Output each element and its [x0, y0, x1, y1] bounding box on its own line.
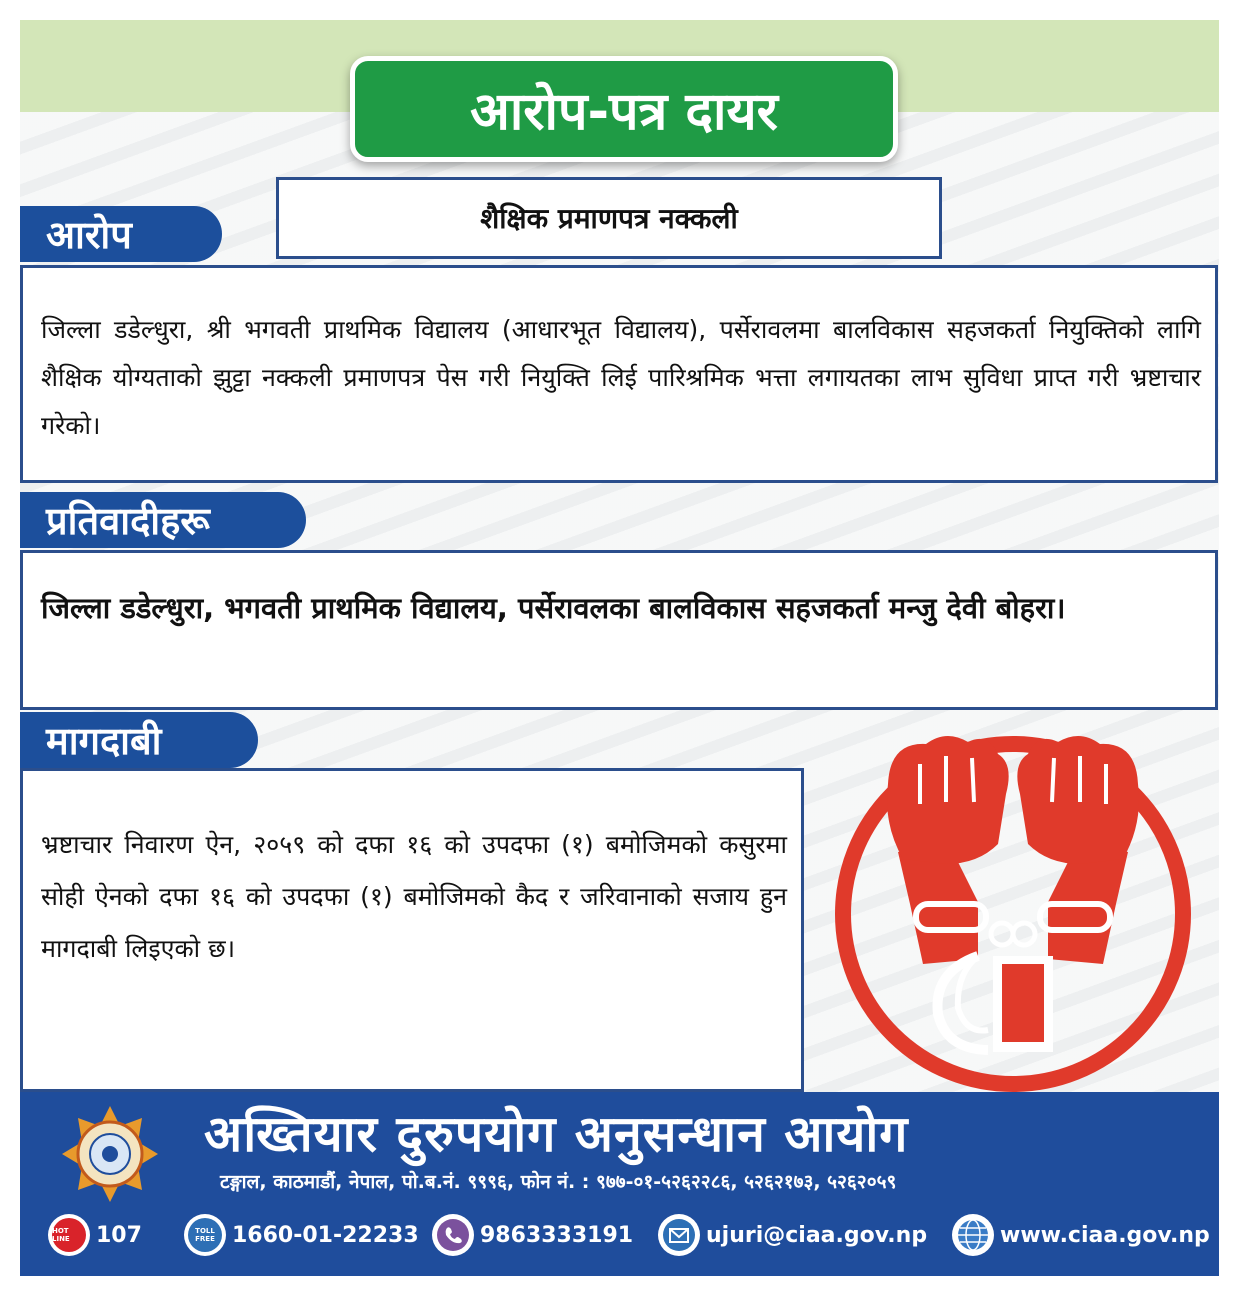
org-address: टङ्गाल, काठमाडौं, नेपाल, पो.ब.नं. ९९९६, फोन नं. : ९७७-०१-५२६२२८६, ५२६२१७३, ५२६२०५९ — [220, 1171, 897, 1193]
contact-toll-free[interactable] — [184, 1214, 419, 1256]
website-url: www.ciaa.gov.np — [1000, 1222, 1210, 1248]
defendants-text: जिल्ला डडेल्धुरा, भगवती प्राथमिक विद्यालय, पर्सेरावलका बालविकास सहजकर्ता मन्जु देवी बोहरा। — [41, 591, 1066, 625]
email-icon — [658, 1214, 700, 1256]
poster — [20, 20, 1219, 1276]
handcuffed-fists-icon — [828, 724, 1198, 1094]
subject-text: शैक्षिक प्रमाणपत्र नक्कली — [480, 202, 738, 235]
toll-free-icon — [184, 1214, 226, 1256]
footer — [20, 1092, 1219, 1276]
hotline-number: 107 — [96, 1222, 142, 1248]
title-banner — [350, 56, 898, 162]
claim-panel — [20, 768, 804, 1092]
org-name: अख्तियार दुरुपयोग अनुसन्धान आयोग — [204, 1105, 909, 1163]
defendants-label: प्रतिवादीहरू — [46, 499, 210, 543]
viber-icon — [432, 1214, 474, 1256]
claim-label: मागदाबी — [46, 719, 162, 763]
contact-website[interactable] — [952, 1214, 1210, 1256]
allegation-text: जिल्ला डडेल्धुरा, श्री भगवती प्राथमिक विद्यालय (आधारभूत विद्यालय), पर्सेरावलमा बालविकास सहजकर्ता नियुक्तिको लागि शैक्षिक योग्यताको झुट्टा नक्कली प्रमाणपत्र पेस गरी नियुक्ति लिई पारिश्रमिक भत्ता लगायतका लाभ सुविधा प्राप्त गरी भ्रष्टाचार गरेको। — [41, 315, 1201, 440]
allegation-tab — [20, 206, 222, 262]
hotline-badge: HOT LINE — [52, 1227, 70, 1243]
defendants-panel — [20, 550, 1218, 710]
allegation-panel — [20, 265, 1218, 483]
hotline-icon — [48, 1214, 90, 1256]
claim-tab — [20, 712, 258, 768]
ciaa-logo-icon — [60, 1104, 160, 1204]
defendants-tab — [20, 492, 306, 548]
page-title: आरोप-पत्र दायर — [470, 81, 778, 142]
allegation-label: आरोप — [46, 213, 132, 257]
subject-box — [276, 177, 942, 259]
contact-viber[interactable] — [432, 1214, 633, 1256]
globe-icon — [952, 1214, 994, 1256]
claim-text: भ्रष्टाचार निवारण ऐन, २०५९ को दफा १६ को उपदफा (१) बमोजिमको कसुरमा सोही ऐनको दफा १६ को उपदफा (१) बमोजिमको कैद र जरिवानाको सजाय हुन मागदाबी लिइएको छ। — [41, 830, 787, 963]
email-address: ujuri@ciaa.gov.np — [706, 1222, 928, 1248]
contact-hotline[interactable] — [48, 1214, 142, 1256]
contact-email[interactable] — [658, 1214, 927, 1256]
viber-number: 9863333191 — [480, 1222, 634, 1248]
toll-free-badge: TOLL FREE — [195, 1227, 215, 1243]
toll-free-number: 1660-01-22233 — [232, 1222, 419, 1248]
